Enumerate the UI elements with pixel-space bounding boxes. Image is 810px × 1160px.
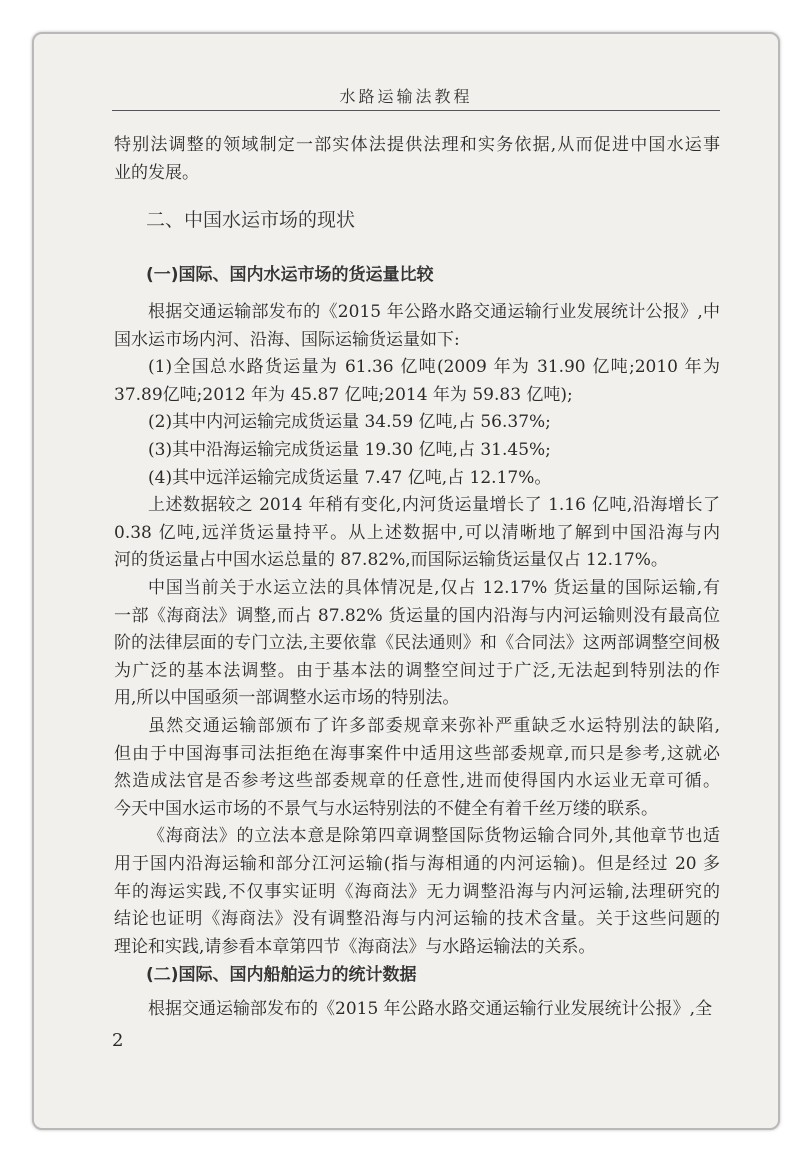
paragraph-line: 阶的法律层面的专门立法,主要依靠《民法通则》和《合同法》这两部调整空间极: [114, 633, 720, 654]
list-item-line: (1)全国总水路货运量为 61.36 亿吨(2009 年为 31.90 亿吨;2010 年为: [148, 357, 720, 378]
page-number: 2: [112, 1030, 124, 1051]
paragraph-line: 国水运市场内河、沿海、国际运输货运量如下:: [114, 329, 460, 350]
paragraph-line: 业的发展。: [114, 162, 199, 183]
list-item-line: 37.89亿吨;2012 年为 45.87 亿吨;2014 年为 59.83 亿吨);: [114, 384, 573, 405]
header-rule: [112, 110, 720, 111]
paragraph-line: 上述数据较之 2014 年稍有变化,内河货运量增长了 1.16 亿吨,沿海增长了: [148, 495, 720, 516]
running-header: 水路运输法教程: [339, 87, 473, 106]
paragraph-line: 用于国内沿海运输和部分江河运输(指与海相通的内河运输)。但是经过 20 多: [114, 854, 720, 874]
paragraph-line: 为广泛的基本法调整。由于基本法的调整空间过于广泛,无法起到特别法的作: [114, 660, 720, 681]
subsection-heading: (一)国际、国内水运市场的货运量比较: [146, 265, 434, 285]
paragraph-line: 虽然交通运输部颁布了许多部委规章来弥补严重缺乏水运特别法的缺陷,: [148, 716, 720, 736]
paragraph-line: 一部《海商法》调整,而占 87.82% 货运量的国内沿海与内河运输则没有最高位: [114, 605, 720, 626]
list-item: (2)其中内河运输完成货运量 34.59 亿吨,占 56.37%;: [148, 412, 551, 433]
paragraph-line: 然造成法官是否参考这些部委规章的任意性,进而使得国内水运业无章可循。: [114, 771, 720, 792]
paragraph-line: 中国当前关于水运立法的具体情况是,仅占 12.17% 货运量的国际运输,有: [148, 578, 720, 598]
subsection-heading: (二)国际、国内船舶运力的统计数据: [146, 965, 417, 985]
section-heading: 二、中国水运市场的现状: [146, 209, 356, 231]
paragraph-line: 0.38 亿吨,远洋货运量持平。从上述数据中,可以清晰地了解到中国沿海与内: [114, 522, 720, 543]
list-item: (4)其中远洋运输完成货运量 7.47 亿吨,占 12.17%。: [148, 467, 552, 488]
paragraph-line: 根据交通运输部发布的《2015 年公路水路交通运输行业发展统计公报》,全: [148, 999, 713, 1019]
paragraph-line: 用,所以中国亟须一部调整水运市场的特别法。: [114, 688, 460, 709]
paragraph-line: 根据交通运输部发布的《2015 年公路水路交通运输行业发展统计公报》,中: [148, 302, 720, 322]
paragraph-line: 今天中国水运市场的不景气与水运特别法的不健全有着千丝万缕的联系。: [114, 798, 658, 819]
paragraph-line: 但由于中国海事司法拒绝在海事案件中适用这些部委规章,而只是参考,这就必: [114, 743, 720, 764]
paragraph-line: 《海商法》的立法本意是除第四章调整国际货物运输合同外,其他章节也适: [148, 826, 720, 847]
paragraph-line: 理论和实践,请参看本章第四节《海商法》与水路运输法的关系。: [114, 936, 596, 957]
book-page: [32, 32, 780, 1130]
list-item: (3)其中沿海运输完成货运量 19.30 亿吨,占 31.45%;: [148, 440, 551, 460]
paragraph-line: 河的货运量占中国水运总量的 87.82%,而国际运输货运量仅占 12.17%。: [114, 550, 668, 571]
paragraph-line: 结论也证明《海商法》没有调整沿海与内河运输的技术含量。关于这些问题的: [114, 909, 720, 930]
paragraph-line: 年的海运实践,不仅事实证明《海商法》无力调整沿海与内河运输,法理研究的: [114, 881, 720, 902]
paragraph-line: 特别法调整的领域制定一部实体法提供法理和实务依据,从而促进中国水运事: [114, 135, 720, 155]
